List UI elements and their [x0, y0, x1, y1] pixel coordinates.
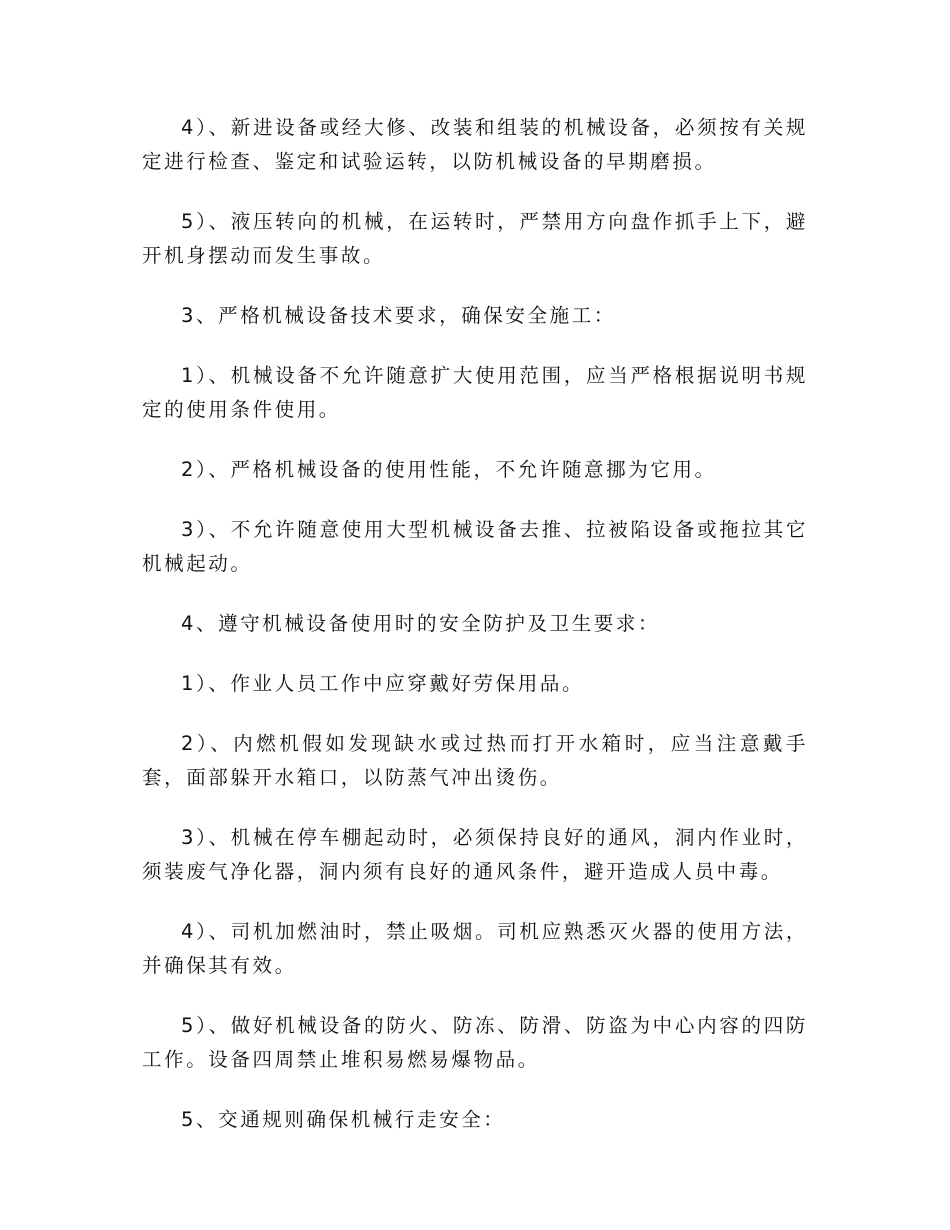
paragraph-usage-performance: 2）、严格机械设备的使用性能，不允许随意挪为它用。 [181, 458, 717, 481]
paragraph-four-protections: 5）、做好机械设备的防火、防冻、防滑、防盗为中心内容的四防工作。设备四周禁止堆积易燃易爆物品。 [142, 1014, 808, 1071]
heading-technical-requirements: 3、严格机械设备技术要求，确保安全施工： [181, 304, 616, 327]
paragraph-usage-scope: 1）、机械设备不允许随意扩大使用范围，应当严格根据说明书规定的使用条件使用。 [142, 364, 808, 421]
paragraph-protective-gear: 1）、作业人员工作中应穿戴好劳保用品。 [181, 672, 585, 695]
paragraph-no-towing: 3）、不允许随意使用大型机械设备去推、拉被陷设备或拖拉其它机械起动。 [142, 518, 808, 575]
paragraph-hydraulic-steering: 5）、液压转向的机械，在运转时，严禁用方向盘作抓手上下，避开机身摆动而发生事故。 [142, 210, 808, 267]
heading-safety-hygiene: 4、遵守机械设备使用时的安全防护及卫生要求： [181, 612, 661, 635]
heading-traffic-rules: 5、交通规则确保机械行走安全： [181, 1108, 506, 1131]
paragraph-ventilation: 3）、机械在停车棚起动时，必须保持良好的通风，洞内作业时，须装废气净化器，洞内须有良好的通风条件，避开造成人员中毒。 [142, 826, 808, 883]
paragraph-new-equipment-inspection: 4）、新进设备或经大修、改装和组装的机械设备，必须按有关规定进行检查、鉴定和试验运转，以防机械设备的早期磨损。 [142, 116, 808, 173]
paragraph-refueling: 4）、司机加燃油时，禁止吸烟。司机应熟悉灭火器的使用方法，并确保其有效。 [142, 920, 808, 977]
document-body [142, 111, 808, 1163]
paragraph-radiator-caution: 2）、内燃机假如发现缺水或过热而打开水箱时，应当注意戴手套，面部躲开水箱口，以防蒸气冲出烫伤。 [142, 732, 808, 789]
